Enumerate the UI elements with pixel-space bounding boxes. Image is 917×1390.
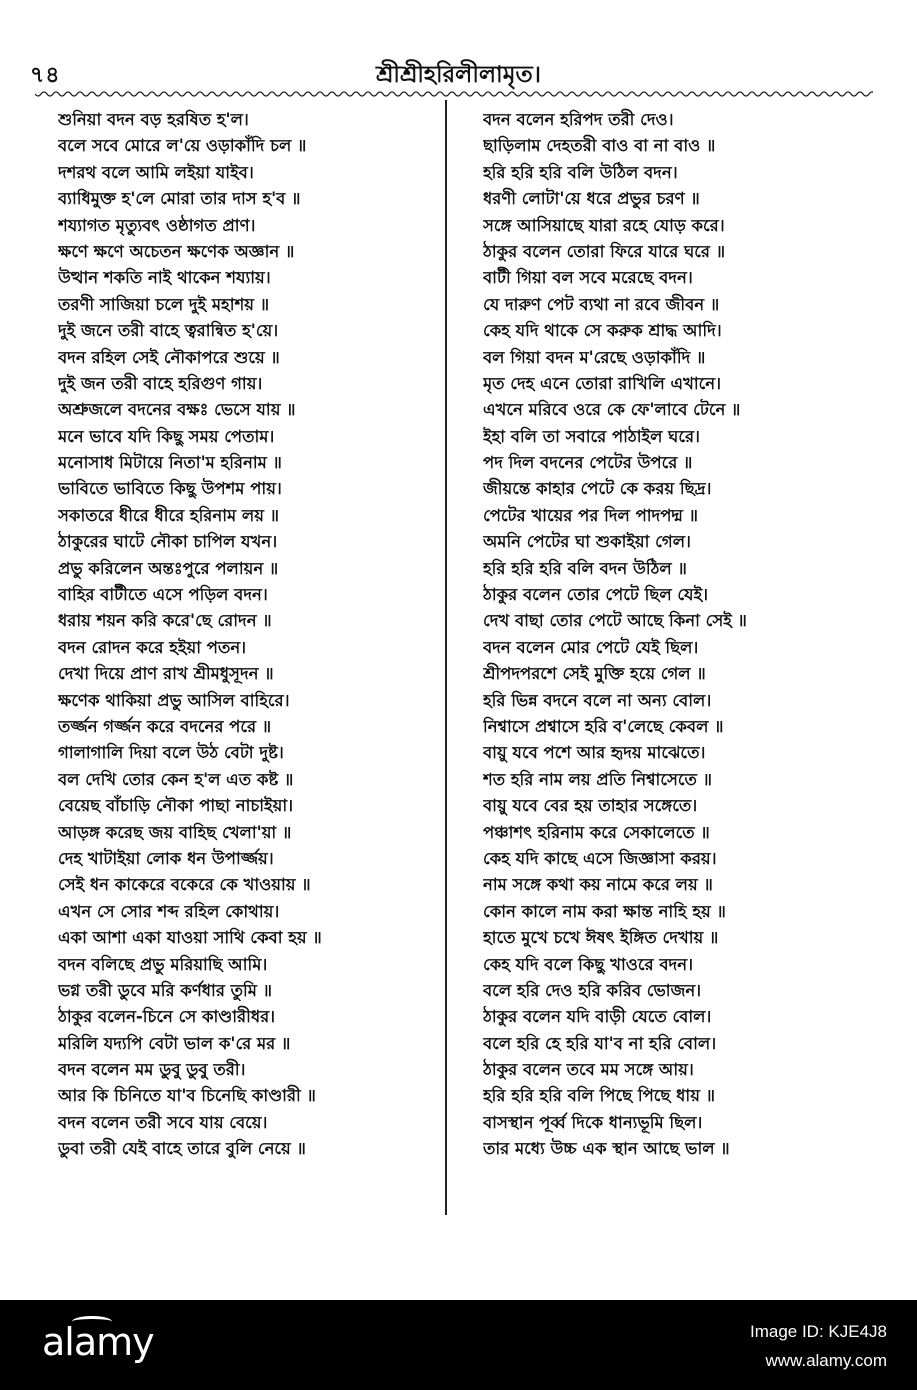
verse-line: বদন বলেন মম ডুবু ডুবু তরী। [58, 1060, 246, 1080]
verse-line: কেহ যদি কাছে এসে জিজ্ঞাসা করয়। [483, 848, 717, 868]
image-id-label: Image ID: KJE4J8 [749, 1322, 887, 1341]
verse-line: ঠাকুর বলেন তোর পেটে ছিল যেই। [483, 585, 709, 605]
verse-line: তরণী সাজিয়া চলে দুই মহাশয় ॥ [58, 294, 270, 314]
verse-line: তর্জ্জন গর্জ্জন করে বদনের পরে ॥ [58, 716, 272, 736]
verse-line: বাসস্থান পূর্ব্ব দিকে ধান্যভূমি ছিল। [483, 1112, 703, 1132]
verse-line: পদ দিল বদনের পেটের উপরে ॥ [483, 453, 693, 473]
verse-line: ধরায় শয়ন করি করে'ছে রোদন ॥ [58, 611, 272, 631]
verse-line: ধরণী লোটা'য়ে ধরে প্রভুর চরণ ॥ [483, 189, 700, 209]
verse-line: বল গিয়া বদন ম'রেছে ওড়াকাঁদি ॥ [483, 347, 706, 367]
verse-line: ক্ষণেক থাকিয়া প্রভু আসিল বাহিরে। [58, 690, 290, 710]
verse-line: ডুবা তরী যেই বাহে তারে বুলি নেয়ে ॥ [58, 1139, 306, 1159]
verse-line: হরি হরি হরি বলি উঠিল বদন। [483, 162, 678, 182]
verse-line: হরি ভিন্ন বদনে বলে না অন্য বোল। [483, 690, 712, 710]
verse-line: দুই জন তরী বাহে হরিগুণ গায়। [58, 373, 263, 393]
verse-line: ঠাকুর বলেন যদি বাড়ী যেতে বোল। [483, 1007, 712, 1027]
verse-line: এখন সে সোর শব্দ রহিল কোথায়। [58, 901, 280, 921]
verse-line: বল দেখি তোর কেন হ'ল এত কষ্ট ॥ [58, 769, 294, 789]
verse-line: দেখা দিয়ে প্রাণ রাখ শ্রীমধুসূদন ॥ [58, 664, 274, 684]
verse-line: জীয়ন্তে কাহার পেটে কে করয় ছিদ্র। [483, 479, 712, 499]
verse-line: ঠাকুর বলেন তোরা ফিরে যারে ঘরে ॥ [483, 241, 726, 261]
verse-line: বদন বলেন তরী সবে যায় বেয়ে। [58, 1112, 268, 1132]
verse-line: কেহ যদি বলে কিছু খাওরে বদন। [483, 954, 693, 974]
site-url-label: www.alamy.com [765, 1351, 887, 1370]
verse-line: অশ্রুজলে বদনের বক্ষঃ ভেসে যায় ॥ [58, 400, 296, 420]
verse-line: সঙ্গে আসিয়াছে যারা রহে যোড় করে। [483, 215, 725, 235]
verse-line: আড়ঙ্গ করেছ জয় বাহিছ খেলা'য়া ॥ [58, 822, 292, 842]
verse-line: বদন বলেন মোর পেটে যেই ছিল। [483, 637, 699, 657]
right-column [483, 107, 878, 1163]
verse-line: সকাতরে ধীরে ধীরে হরিনাম লয় ॥ [58, 505, 279, 525]
verse-line: কেহ যদি থাকে সে করুক শ্রাদ্ধ আদি। [483, 321, 722, 341]
verse-line: ঠাকুর বলেন তবে মম সঙ্গে আয়। [483, 1060, 694, 1080]
verse-line: উত্থান শকতি নাই থাকেন শয্যায়। [58, 268, 271, 288]
verse-line: দুই জনে তরী বাহে ত্বরান্বিত হ'য়ে। [58, 321, 279, 341]
verse-line: নিশ্বাসে প্রশ্বাসে হরি ব'লেছে কেবল ॥ [483, 716, 724, 736]
verse-line: বলে সবে মোরে ল'য়ে ওড়াকাঁদি চল ॥ [58, 136, 307, 156]
header-wavy-rule [35, 90, 873, 98]
verse-line: ব্যাধিমুক্ত হ'লে মোরা তার দাস হ'ব ॥ [58, 189, 301, 209]
verse-line: শ্রীপদপরশে সেই মুক্তি হয়ে গেল ॥ [483, 664, 706, 684]
verse-line: বদন রহিল সেই নৌকাপরে শুয়ে ॥ [58, 347, 280, 367]
verse-line: আর কি চিনিতে যা'ব চিনেছি কাণ্ডারী ॥ [58, 1086, 316, 1106]
verse-line: বায়ু যবে পশে আর হৃদয় মাঝেতে। [483, 743, 706, 763]
running-title: শ্রীশ্রীহরিলীলামৃত। [376, 62, 541, 88]
verse-line: দেহ খাটাইয়া লোক ধন উপার্জ্জয়। [58, 848, 274, 868]
brand-text: alamy [42, 1320, 154, 1364]
verse-line: বদন বলিছে প্রভু মরিয়াছি আমি। [58, 954, 268, 974]
logo-swoosh-icon [72, 1316, 112, 1327]
column-divider [445, 100, 447, 1215]
verse-line: নাম সঙ্গে কথা কয় নামে করে লয় ॥ [483, 875, 713, 895]
verse-line: ইহা বলি তা সবারে পাঠাইল ঘরে। [483, 426, 700, 446]
verse-line: প্রভু করিলেন অন্তঃপুরে পলায়ন ॥ [58, 558, 279, 578]
verse-line: বলে হরি হে হরি যা'ব না হরি বোল। [483, 1033, 717, 1053]
left-column [58, 107, 453, 1163]
verse-line: গালাগালি দিয়া বলে উঠ বেটা দুষ্ট। [58, 743, 284, 763]
verse-line: মৃত দেহ এনে তোরা রাখিলি এখানে। [483, 373, 722, 393]
verse-line: ঠাকুরের ঘাটে নৌকা চাপিল যখন। [58, 532, 278, 552]
verse-line: তার মধ্যে উচ্চ এক স্থান আছে ভাল ॥ [483, 1139, 730, 1159]
verse-line: মনে ভাবে যদি কিছু সময় পেতাম। [58, 426, 275, 446]
verse-line: শুনিয়া বদন বড় হরষিত হ'ল। [58, 110, 249, 129]
verse-line: এখনে মরিবে ওরে কে ফে'লাবে টেনে ॥ [483, 400, 741, 420]
alamy-logo [42, 1320, 154, 1364]
verse-line: মনোসাধ মিটায়ে নিতা'ম হরিনাম ॥ [58, 453, 282, 473]
verse-line: বায়ু যবে বের হয় তাহার সঙ্গেতে। [483, 796, 698, 816]
verse-line: ছাড়িলাম দেহতরী বাও বা না বাও ॥ [483, 136, 716, 156]
verse-line: দেখ বাছা তোর পেটে আছে কিনা সেই ॥ [483, 611, 747, 631]
verse-line: হাতে মুখে চখে ঈষৎ ইঙ্গিত দেখায় ॥ [483, 928, 719, 948]
verse-line: একা আশা একা যাওয়া সাথি কেবা হয় ॥ [58, 928, 322, 948]
verse-line: যে দারুণ পেট ব্যথা না রবে জীবন ॥ [483, 294, 720, 314]
verse-line: হরি হরি হরি বলি পিছে পিছে ধায় ॥ [483, 1086, 715, 1106]
verse-line: বলে হরি দেও হরি করিব ভোজন। [483, 980, 702, 1000]
verse-line: কোন কালে নাম করা ক্ষান্ত নাহি হয় ॥ [483, 901, 726, 921]
page-number: ৭৪ [30, 63, 61, 88]
verse-line: ঠাকুর বলেন-চিনে সে কাণ্ডারীধর। [58, 1007, 276, 1027]
verse-line: অমনি পেটের ঘা শুকাইয়া গেল। [483, 532, 691, 552]
verse-line: দশরথ বলে আমি লইয়া যাইব। [58, 162, 254, 182]
verse-line: বাটী গিয়া বল সবে মরেছে বদন। [483, 268, 693, 288]
verse-line: শত হরি নাম লয় প্রতি নিশ্বাসেতে ॥ [483, 769, 712, 789]
verse-line: ক্ষণে ক্ষণে অচেতন ক্ষণেক অজ্ঞান ॥ [58, 241, 295, 261]
verse-line: সেই ধন কাকেরে বকেরে কে খাওয়ায় ॥ [58, 875, 311, 895]
verse-line: পেটের খায়ের পর দিল পাদপদ্ম ॥ [483, 505, 699, 525]
verse-line: ভাবিতে ভাবিতে কিছু উপশম পায়। [58, 479, 282, 499]
verse-line: বদন বলেন হরিপদ তরী দেও। [483, 110, 674, 129]
verse-line: বদন রোদন করে হইয়া পতন। [58, 637, 247, 657]
verse-line: বেয়েছ বাঁচাড়ি নৌকা পাছা নাচাইয়া। [58, 796, 294, 816]
verse-line: শয্যাগত মৃত্যুবৎ ওষ্ঠাগত প্রাণ। [58, 215, 256, 235]
verse-line: মরিলি যদ্যপি বেটা ভাল ক'রে মর ॥ [58, 1033, 291, 1053]
verse-line: বাহির বাটীতে এসে পড়িল বদন। [58, 585, 268, 605]
verse-line: হরি হরি হরি বলি বদন উঠিল ॥ [483, 558, 687, 578]
verse-line: পঞ্চাশৎ হরিনাম করে সেকালেতে ॥ [483, 822, 710, 842]
verse-line: ভগ্ন তরী ডুবে মরি কর্ণধার তুমি ॥ [58, 980, 272, 1000]
